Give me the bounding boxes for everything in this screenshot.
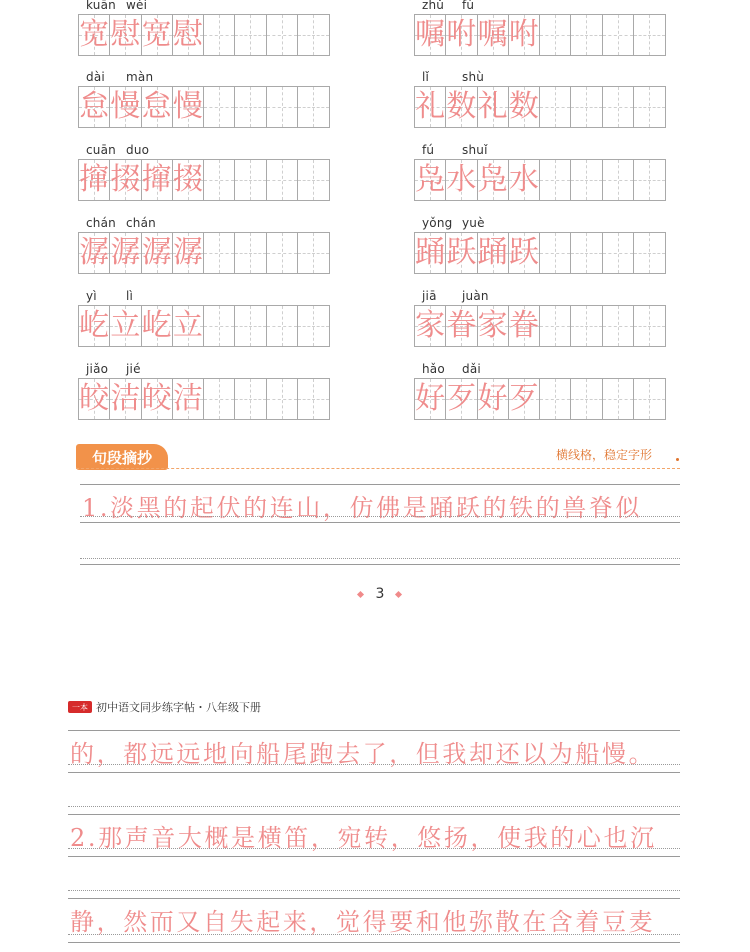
pinyin-label: màn bbox=[126, 70, 154, 84]
trace-character: 水 bbox=[508, 162, 539, 197]
pinyin-label: yì bbox=[86, 289, 97, 303]
practice-cell bbox=[446, 306, 477, 346]
guide-line bbox=[68, 934, 680, 935]
trace-character: 水 bbox=[446, 162, 477, 197]
practice-cell bbox=[571, 15, 602, 55]
trace-character: 跃 bbox=[446, 235, 477, 270]
practice-cell bbox=[509, 306, 540, 346]
guide-line bbox=[80, 516, 680, 517]
tianzige-row bbox=[78, 305, 330, 347]
pinyin-label: yǒng bbox=[422, 216, 453, 230]
practice-cell bbox=[204, 160, 235, 200]
trace-character: 宽 bbox=[141, 17, 172, 52]
practice-cell bbox=[110, 306, 141, 346]
guide-line bbox=[80, 558, 680, 559]
practice-cell bbox=[540, 160, 571, 200]
trace-character: 嘱 bbox=[477, 17, 508, 52]
practice-cell bbox=[509, 15, 540, 55]
practice-cell bbox=[204, 233, 235, 273]
trace-character: 洁 bbox=[172, 381, 203, 416]
practice-cell bbox=[446, 160, 477, 200]
trace-character: 慢 bbox=[172, 89, 203, 124]
trace-character: 屹 bbox=[141, 308, 172, 343]
pinyin-label: kuān bbox=[86, 0, 116, 12]
pinyin-label: fú bbox=[422, 143, 435, 157]
practice-cell bbox=[173, 379, 204, 419]
practice-cell bbox=[110, 160, 141, 200]
practice-cell bbox=[235, 87, 266, 127]
hint-dot bbox=[676, 458, 679, 461]
practice-cell bbox=[110, 379, 141, 419]
pinyin-label: shù bbox=[462, 70, 485, 84]
publisher-logo: 一本 bbox=[68, 701, 92, 713]
practice-cell bbox=[298, 15, 329, 55]
pinyin-label: yuè bbox=[462, 216, 485, 230]
pinyin-label: wèi bbox=[126, 0, 148, 12]
trace-character: 家 bbox=[415, 308, 446, 343]
trace-character: 洁 bbox=[110, 381, 141, 416]
trace-character: 好 bbox=[415, 381, 446, 416]
trace-character: 宽 bbox=[79, 17, 110, 52]
trace-character: 皎 bbox=[79, 381, 110, 416]
practice-cell bbox=[540, 15, 571, 55]
practice-cell bbox=[173, 15, 204, 55]
practice-cell bbox=[603, 87, 634, 127]
practice-cell bbox=[267, 306, 298, 346]
trace-character: 数 bbox=[446, 89, 477, 124]
practice-cell bbox=[634, 306, 665, 346]
trace-character: 撺 bbox=[79, 162, 110, 197]
trace-character: 眷 bbox=[508, 308, 539, 343]
trace-character: 嘱 bbox=[415, 17, 446, 52]
trace-character: 怠 bbox=[79, 89, 110, 124]
trace-character: 礼 bbox=[415, 89, 446, 124]
rule-line bbox=[68, 814, 680, 815]
passage-line: 2.那声音大概是横笛，宛转，悠扬，使我的心也沉 bbox=[70, 824, 657, 852]
practice-cell bbox=[446, 233, 477, 273]
rule-line bbox=[68, 942, 680, 943]
trace-character: 怠 bbox=[141, 89, 172, 124]
pinyin-label: chán bbox=[126, 216, 156, 230]
practice-cell bbox=[79, 87, 110, 127]
trace-character: 咐 bbox=[446, 17, 477, 52]
trace-character: 潺 bbox=[172, 235, 203, 270]
rule-line bbox=[80, 522, 680, 523]
trace-character: 踊 bbox=[415, 235, 446, 270]
practice-cell bbox=[634, 233, 665, 273]
practice-cell bbox=[110, 233, 141, 273]
tianzige-row bbox=[414, 86, 666, 128]
page-number: 3 bbox=[375, 586, 385, 602]
practice-cell bbox=[478, 233, 509, 273]
section-divider bbox=[76, 468, 680, 469]
rule-line bbox=[80, 484, 680, 485]
practice-cell bbox=[110, 15, 141, 55]
practice-cell bbox=[415, 160, 446, 200]
rule-line bbox=[68, 730, 680, 731]
pinyin-label: dài bbox=[86, 70, 105, 84]
practice-cell bbox=[267, 15, 298, 55]
trace-character: 慰 bbox=[110, 17, 141, 52]
practice-cell bbox=[509, 87, 540, 127]
pinyin-label: juàn bbox=[462, 289, 489, 303]
trace-character: 皎 bbox=[141, 381, 172, 416]
trace-character: 凫 bbox=[415, 162, 446, 197]
practice-cell bbox=[571, 306, 602, 346]
trace-character: 歹 bbox=[508, 381, 539, 416]
trace-character: 踊 bbox=[477, 235, 508, 270]
practice-cell bbox=[540, 306, 571, 346]
practice-cell bbox=[509, 233, 540, 273]
trace-character: 跃 bbox=[508, 235, 539, 270]
section-hint: 横线格，稳定字形 bbox=[556, 448, 653, 462]
trace-character: 潺 bbox=[79, 235, 110, 270]
pinyin-label: dǎi bbox=[462, 362, 481, 376]
pinyin-label: hǎo bbox=[422, 362, 445, 376]
practice-cell bbox=[298, 306, 329, 346]
practice-cell bbox=[415, 87, 446, 127]
practice-cell bbox=[478, 15, 509, 55]
practice-cell bbox=[79, 306, 110, 346]
rule-line bbox=[68, 856, 680, 857]
practice-cell bbox=[79, 15, 110, 55]
rule-line bbox=[68, 772, 680, 773]
tianzige-row bbox=[414, 232, 666, 274]
tianzige-row bbox=[414, 378, 666, 420]
trace-character: 慢 bbox=[110, 89, 141, 124]
practice-cell bbox=[415, 233, 446, 273]
practice-cell bbox=[267, 233, 298, 273]
running-head bbox=[68, 700, 261, 714]
practice-cell bbox=[415, 379, 446, 419]
practice-cell bbox=[267, 160, 298, 200]
passage-line: 的，都远远地向船尾跑去了，但我却还以为船慢。 bbox=[70, 740, 656, 768]
practice-cell bbox=[235, 160, 266, 200]
practice-cell bbox=[509, 160, 540, 200]
trace-character: 礼 bbox=[477, 89, 508, 124]
practice-cell bbox=[571, 160, 602, 200]
practice-cell bbox=[298, 160, 329, 200]
practice-cell bbox=[603, 233, 634, 273]
practice-cell bbox=[298, 233, 329, 273]
rule-line bbox=[80, 564, 680, 565]
practice-cell bbox=[603, 379, 634, 419]
practice-cell bbox=[142, 233, 173, 273]
practice-cell bbox=[446, 379, 477, 419]
guide-line bbox=[68, 764, 680, 765]
practice-cell bbox=[634, 87, 665, 127]
trace-character: 家 bbox=[477, 308, 508, 343]
practice-cell bbox=[267, 87, 298, 127]
practice-cell bbox=[267, 379, 298, 419]
pinyin-label: fù bbox=[462, 0, 475, 12]
trace-character: 立 bbox=[172, 308, 203, 343]
practice-cell bbox=[571, 233, 602, 273]
practice-cell bbox=[173, 306, 204, 346]
practice-cell bbox=[634, 160, 665, 200]
passage-line: 1.淡黑的起伏的连山，仿佛是踊跃的铁的兽脊似 bbox=[82, 494, 643, 522]
practice-cell bbox=[142, 160, 173, 200]
trace-character: 潺 bbox=[110, 235, 141, 270]
tianzige-row bbox=[78, 14, 330, 56]
rule-line bbox=[68, 898, 680, 899]
practice-cell bbox=[415, 15, 446, 55]
practice-cell bbox=[603, 306, 634, 346]
pinyin-label: lǐ bbox=[422, 70, 430, 84]
practice-cell bbox=[204, 15, 235, 55]
practice-cell bbox=[509, 379, 540, 419]
practice-cell bbox=[446, 15, 477, 55]
pinyin-label: shuǐ bbox=[462, 143, 488, 157]
tianzige-row bbox=[78, 232, 330, 274]
practice-cell bbox=[478, 87, 509, 127]
practice-cell bbox=[173, 160, 204, 200]
pinyin-label: jiā bbox=[422, 289, 437, 303]
practice-cell bbox=[79, 160, 110, 200]
practice-cell bbox=[235, 15, 266, 55]
practice-cell bbox=[204, 379, 235, 419]
trace-character: 潺 bbox=[141, 235, 172, 270]
practice-cell bbox=[478, 160, 509, 200]
trace-character: 掇 bbox=[172, 162, 203, 197]
pinyin-label: duo bbox=[126, 143, 150, 157]
practice-cell bbox=[235, 233, 266, 273]
pinyin-label: lì bbox=[126, 289, 134, 303]
trace-character: 歹 bbox=[446, 381, 477, 416]
practice-cell bbox=[79, 233, 110, 273]
practice-cell bbox=[540, 87, 571, 127]
practice-cell bbox=[204, 306, 235, 346]
trace-character: 眷 bbox=[446, 308, 477, 343]
practice-cell bbox=[603, 15, 634, 55]
trace-character: 好 bbox=[477, 381, 508, 416]
guide-line bbox=[68, 848, 680, 849]
trace-character: 掇 bbox=[110, 162, 141, 197]
trace-character: 屹 bbox=[79, 308, 110, 343]
practice-cell bbox=[204, 87, 235, 127]
practice-cell bbox=[415, 306, 446, 346]
practice-cell bbox=[173, 87, 204, 127]
practice-cell bbox=[634, 379, 665, 419]
book-title: 初中语文同步练字帖・八年级下册 bbox=[96, 701, 261, 714]
practice-cell bbox=[79, 379, 110, 419]
practice-cell bbox=[298, 87, 329, 127]
practice-cell bbox=[571, 379, 602, 419]
section-title-tab bbox=[76, 444, 168, 470]
practice-cell bbox=[142, 87, 173, 127]
trace-character: 咐 bbox=[508, 17, 539, 52]
practice-cell bbox=[603, 160, 634, 200]
trace-character: 凫 bbox=[477, 162, 508, 197]
guide-line bbox=[68, 890, 680, 891]
practice-cell bbox=[235, 379, 266, 419]
pinyin-label: cuān bbox=[86, 143, 116, 157]
pinyin-label: jiǎo bbox=[86, 362, 109, 376]
practice-cell bbox=[235, 306, 266, 346]
tianzige-row bbox=[414, 159, 666, 201]
trace-character: 数 bbox=[508, 89, 539, 124]
practice-cell bbox=[142, 306, 173, 346]
practice-cell bbox=[478, 379, 509, 419]
tianzige-row bbox=[414, 305, 666, 347]
passage-line: 静，然而又自失起来，觉得要和他弥散在含着豆麦 bbox=[70, 908, 656, 936]
practice-cell bbox=[298, 379, 329, 419]
tianzige-row bbox=[78, 159, 330, 201]
practice-cell bbox=[478, 306, 509, 346]
section-title: 句段摘抄 bbox=[91, 448, 152, 467]
practice-cell bbox=[110, 87, 141, 127]
pinyin-label: chán bbox=[86, 216, 116, 230]
practice-cell bbox=[540, 379, 571, 419]
trace-character: 立 bbox=[110, 308, 141, 343]
tianzige-row bbox=[78, 378, 330, 420]
guide-line bbox=[68, 806, 680, 807]
practice-cell bbox=[571, 87, 602, 127]
practice-cell bbox=[446, 87, 477, 127]
tianzige-row bbox=[414, 14, 666, 56]
trace-character: 慰 bbox=[172, 17, 203, 52]
practice-cell bbox=[540, 233, 571, 273]
trace-character: 撺 bbox=[141, 162, 172, 197]
tianzige-row bbox=[78, 86, 330, 128]
pinyin-label: zhǔ bbox=[422, 0, 445, 12]
pinyin-label: jié bbox=[126, 362, 141, 376]
practice-cell bbox=[142, 379, 173, 419]
practice-cell bbox=[142, 15, 173, 55]
practice-cell bbox=[634, 15, 665, 55]
practice-cell bbox=[173, 233, 204, 273]
